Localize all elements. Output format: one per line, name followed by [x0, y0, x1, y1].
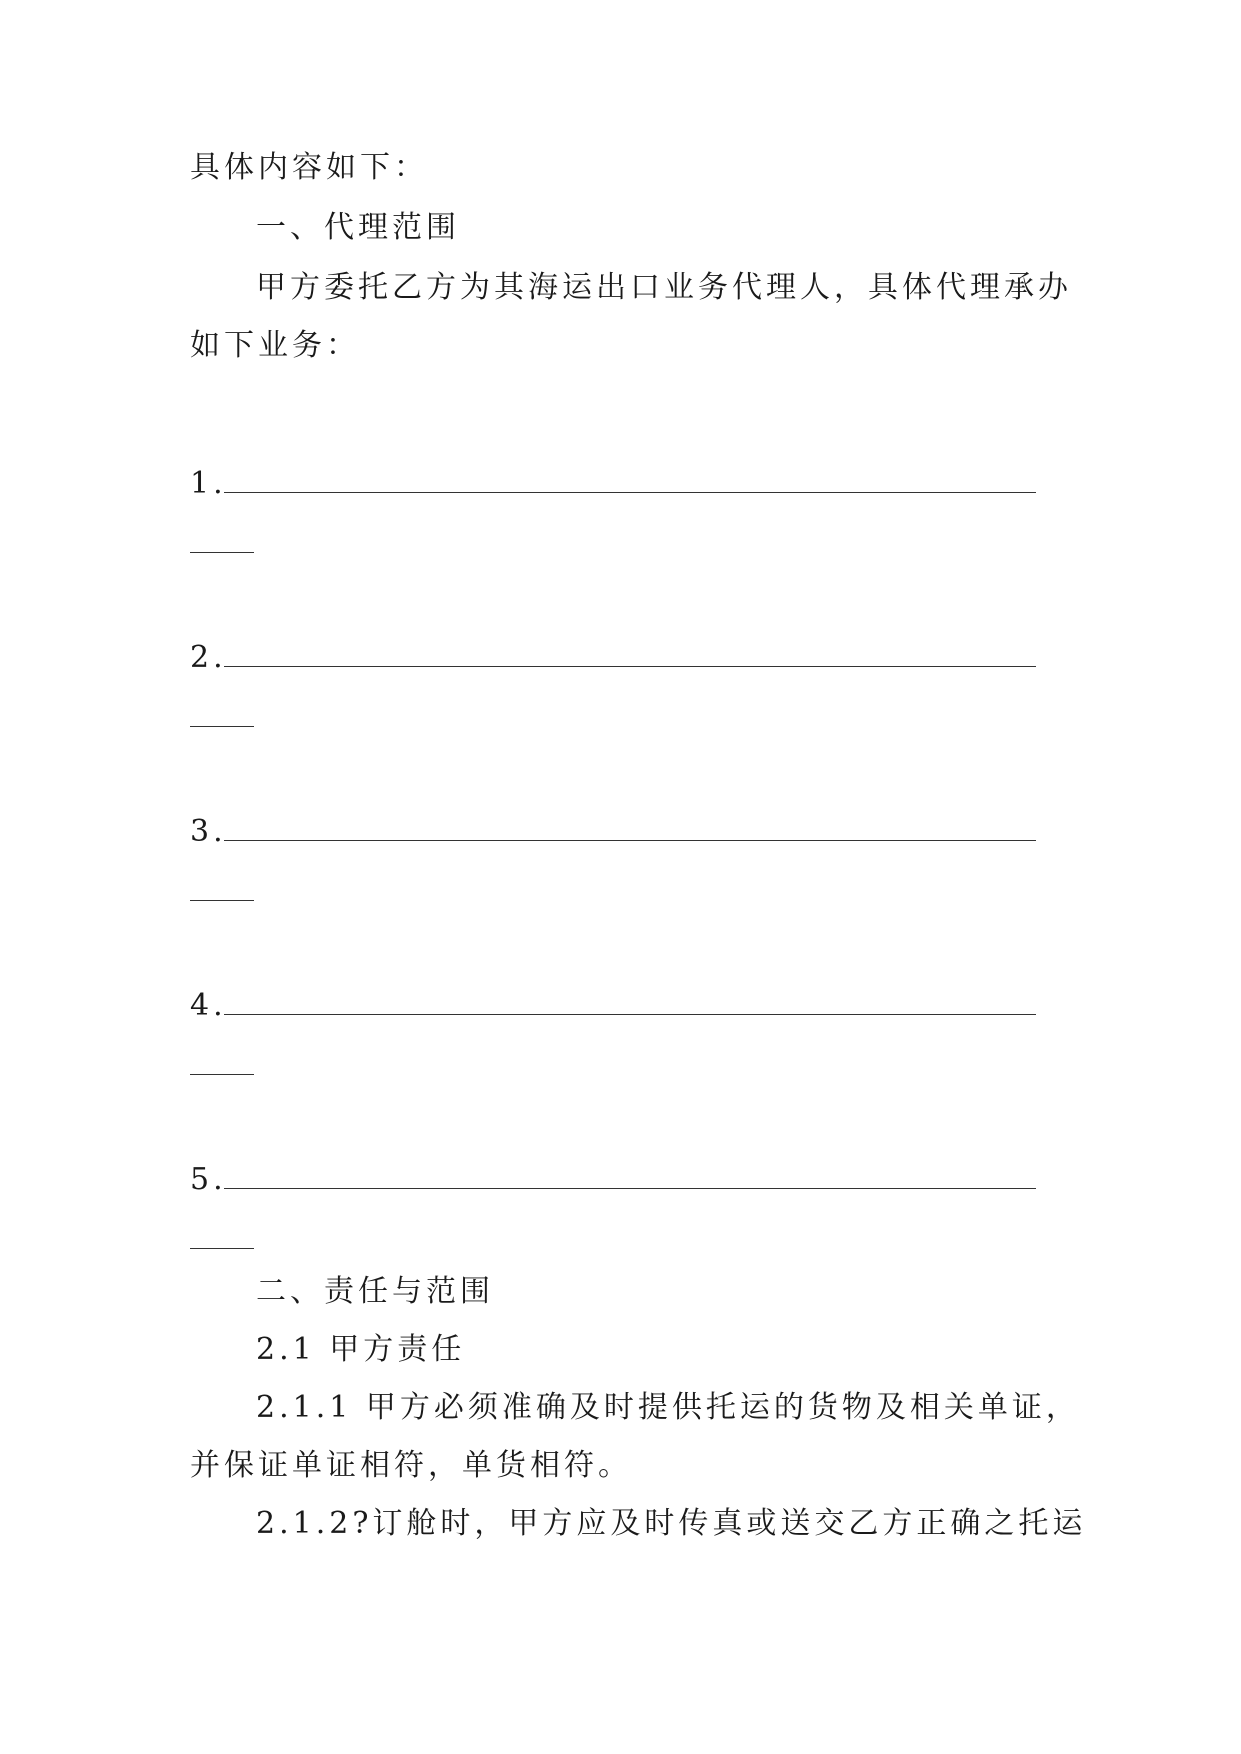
clause-text-line: 2.1.1 甲方必须准确及时提供托运的货物及相关单证， — [256, 1390, 1080, 1425]
scope-paragraph-line: 如下业务： — [190, 328, 360, 363]
fill-in-blank-line[interactable] — [224, 492, 1036, 493]
section-heading-scope: 一、代理范围 — [256, 210, 460, 245]
item-number: 5. — [190, 1162, 227, 1197]
fill-in-blank-line-continuation — [190, 1074, 254, 1075]
clause-text-line: 并保证单证相符，单货相符。 — [190, 1448, 632, 1483]
item-number: 2. — [190, 640, 227, 675]
item-number: 3. — [190, 814, 227, 849]
item-number: 4. — [190, 988, 227, 1023]
section-heading-responsibility: 二、责任与范围 — [256, 1274, 494, 1309]
intro-text: 具体内容如下： — [190, 150, 428, 185]
fill-in-blank-line[interactable] — [224, 1014, 1036, 1015]
fill-in-blank-line[interactable] — [224, 666, 1036, 667]
fill-in-blank-line-continuation — [190, 552, 254, 553]
scope-paragraph-line: 甲方委托乙方为其海运出口业务代理人，具体代理承办 — [256, 270, 1072, 305]
fill-in-blank-line[interactable] — [224, 1188, 1036, 1189]
fill-in-blank-line-continuation — [190, 900, 254, 901]
clause-text-line: 2.1.2?订舱时，甲方应及时传真或送交乙方正确之托运 — [256, 1506, 1087, 1541]
item-number: 1. — [190, 466, 227, 501]
subsection-heading-party-a: 2.1 甲方责任 — [256, 1332, 466, 1367]
fill-in-blank-line[interactable] — [224, 840, 1036, 841]
fill-in-blank-line-continuation — [190, 1248, 254, 1249]
fill-in-blank-line-continuation — [190, 726, 254, 727]
